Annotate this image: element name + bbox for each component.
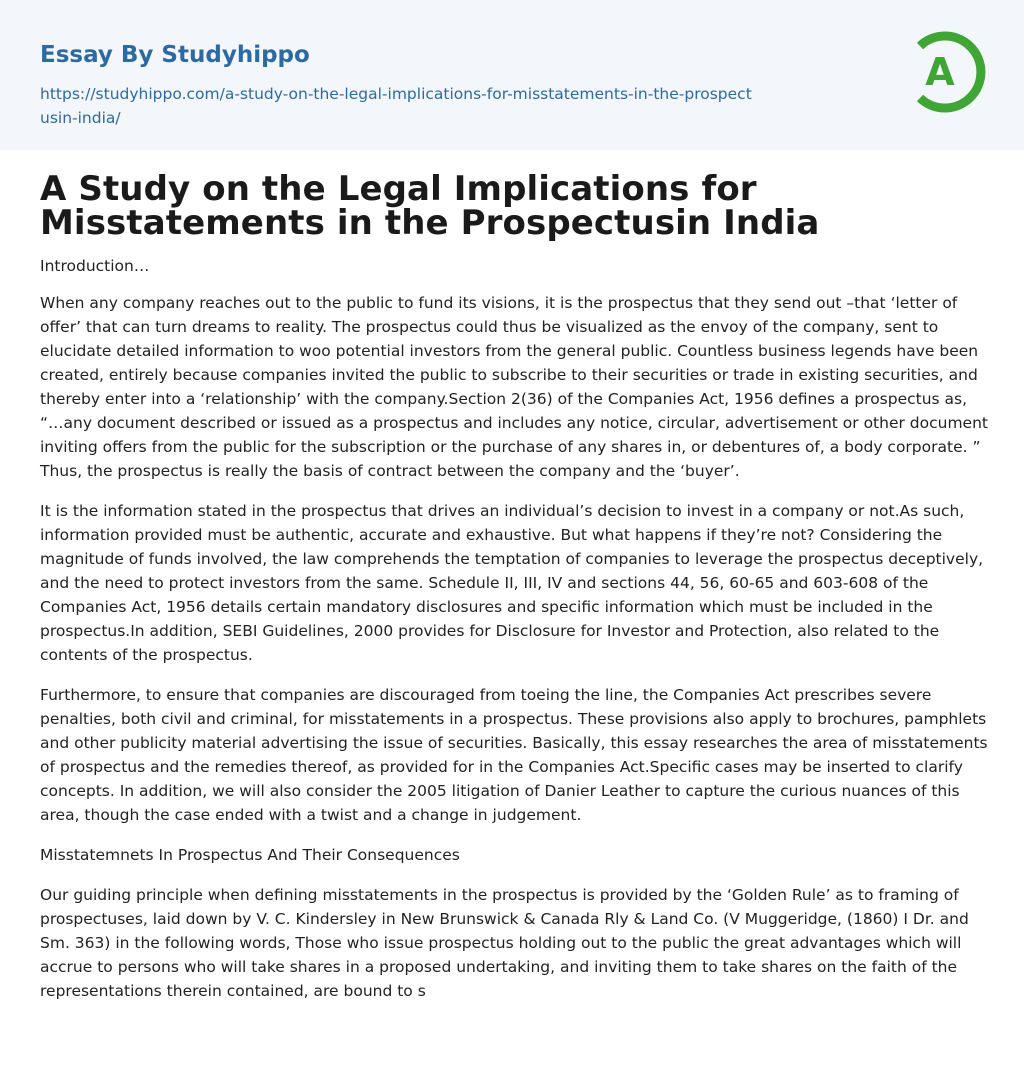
essay-title: A Study on the Legal Implications for Misstatements in the Prospectusin India — [40, 169, 820, 243]
site-header — [0, 0, 1024, 150]
section-heading: Misstatemnets In Prospectus And Their Consequences — [40, 846, 460, 864]
essay-paragraph: It is the information stated in the prospectus that drives an individual’s decision to invest in a company or not.As such, information provided must be authentic, accurate and exhaustive. But what happens if they’re not? Considering the magnitude of funds involved, the law comprehends the temptation of companies to leverage the prospectus deceptively, and the need to protect investors from the same. Schedule II, III, IV and sections 44, 56, 60-65 and 603-608 of the Companies Act, 1956 details certain mandatory disclosures and specific information which must be included in the prospectus.In addition, SEBI Guidelines, 2000 provides for Disclosure for Investor and Protection, also related to the contents of the prospectus. — [40, 502, 984, 664]
essay-content — [40, 169, 990, 1019]
intro-label: Introduction… — [40, 257, 150, 275]
essay-paragraph-truncated: Our guiding principle when defining misstatements in the prospectus is provided by the ‘Golden Rule’ as to framing of prospectuses, laid down by V. C. Kindersley in New Brunswick & Canada Rly & Land Co. (V Muggeridge, (1860) I Dr. and Sm. 363) in the following words, Those who issue prospectus holding out to the public the great advantages which will accrue to persons who will take shares in a proposed undertaking, and inviting them to take shares on the faith of the representations therein contained, are bound to s — [40, 886, 969, 1000]
source-url-link[interactable]: https://studyhippo.com/a-study-on-the-legal-implications-for-misstatements-in-the-prospectusin-india/ — [40, 85, 752, 127]
essay-paragraph: When any company reaches out to the public to fund its visions, it is the prospectus that they send out –that ‘letter of offer’ that can turn dreams to reality. The prospectus could thus be visualized as the envoy of the company, sent to elucidate detailed information to woo potential investors from the general public. Countless business legends have been created, entirely because companies invited the public to subscribe to their securities or trade in existing securities, and thereby enter into a ‘relationship’ with the company.Section 2(36) of the Companies Act, 1956 defines a prospectus as, “…any document described or issued as a prospectus and includes any notice, circular, advertisement or other document inviting offers from the public for the subscription or the purchase of any shares in, or debentures of, a body corporate. ” Thus, the prospectus is really the basis of contract between the company and the ‘buyer’. — [40, 294, 988, 480]
studyhippo-a-logo-icon — [912, 29, 986, 115]
studyhippo-logo[interactable] — [912, 29, 986, 115]
site-title: Essay By Studyhippo — [40, 42, 310, 68]
logo-letter: A — [925, 50, 955, 94]
essay-paragraph: Furthermore, to ensure that companies are discouraged from toeing the line, the Companies Act prescribes severe penalties, both civil and criminal, for misstatements in a prospectus. These provisions also apply to brochures, pamphlets and other publicity material advertising the issue of securities. Basically, this essay researches the area of misstatements of prospectus and the remedies thereof, as provided for in the Companies Act.Specific cases may be inserted to clarify concepts. In addition, we will also consider the 2005 litigation of Danier Leather to capture the curious nuances of this area, though the case ended with a twist and a change in judgement. — [40, 686, 988, 824]
